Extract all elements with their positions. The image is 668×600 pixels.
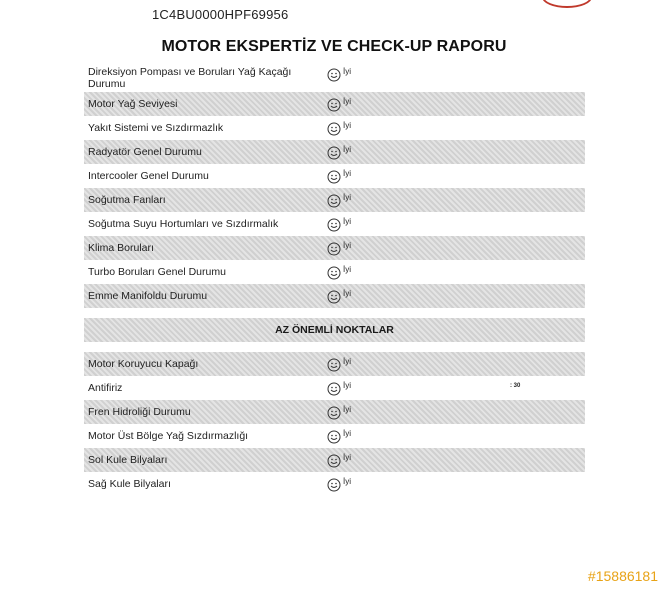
smiley-face-icon [327,454,341,468]
status-text: İyi [343,67,351,76]
report-title: MOTOR EKSPERTİZ VE CHECK-UP RAPORU [161,38,507,55]
row-note: : 30 [510,383,521,389]
status-text: İyi [343,357,351,366]
inspection-row [84,284,585,308]
inspection-row [84,62,585,92]
inspection-label: Motor Koruyucu Kapağı [88,358,199,370]
inspection-label: Klima Boruları [88,242,154,254]
status-cell [327,216,351,232]
status-cell [327,240,351,256]
smiley-face-icon [327,290,341,304]
status-text: İyi [343,97,351,106]
status-text: İyi [343,429,351,438]
inspection-row [84,260,585,284]
inspection-row [84,188,585,212]
smiley-face-icon [327,382,341,396]
inspection-list [84,62,585,496]
status-text: İyi [343,241,351,250]
inspection-row [84,472,585,496]
status-cell [327,66,351,82]
status-cell [327,428,351,444]
status-cell [327,168,351,184]
inspection-row [84,92,585,116]
inspection-row [84,352,585,376]
status-text: İyi [343,477,351,486]
status-text: İyi [343,265,351,274]
inspection-row [84,236,585,260]
smiley-face-icon [327,406,341,420]
smiley-face-icon [327,266,341,280]
smiley-face-icon [327,98,341,112]
inspection-row [84,400,585,424]
status-cell [327,356,351,372]
inspection-label: Soğutma Fanları [88,194,166,206]
inspection-row [84,376,585,400]
inspection-row [84,448,585,472]
status-cell [327,96,351,112]
status-cell [327,404,351,420]
inspection-label: Yakıt Sistemi ve Sızdırmazlık [88,122,224,134]
status-text: İyi [343,381,351,390]
stamp-logo [542,0,592,8]
smiley-face-icon [327,242,341,256]
inspection-label: Turbo Boruları Genel Durumu [88,266,226,278]
inspection-row [84,424,585,448]
smiley-face-icon [327,68,341,82]
status-text: İyi [343,217,351,226]
inspection-label: Motor Yağ Seviyesi [88,98,178,110]
status-text: İyi [343,193,351,202]
status-text: İyi [343,145,351,154]
section-header: AZ ÖNEMLİ NOKTALAR [84,318,585,342]
status-cell [327,380,351,396]
status-cell [327,264,351,280]
status-cell [327,452,351,468]
status-cell [327,288,351,304]
listing-id: #15886181 [587,568,658,584]
inspection-label: Emme Manifoldu Durumu [88,290,208,302]
status-cell [327,144,351,160]
inspection-label: Antifiriz [88,382,123,394]
smiley-face-icon [327,218,341,232]
smiley-face-icon [327,122,341,136]
smiley-face-icon [327,430,341,444]
inspection-row [84,140,585,164]
status-text: İyi [343,453,351,462]
status-text: İyi [343,405,351,414]
inspection-label: Motor Üst Bölge Yağ Sızdırmazlığı [88,430,249,442]
inspection-label: Fren Hidroliği Durumu [88,406,191,418]
status-cell [327,120,351,136]
status-text: İyi [343,121,351,130]
smiley-face-icon [327,358,341,372]
status-cell [327,192,351,208]
smiley-face-icon [327,146,341,160]
inspection-label: Intercooler Genel Durumu [88,170,209,182]
vin-number: 1C4BU0000HPF69956 [152,7,289,22]
inspection-label: Sağ Kule Bilyaları [88,478,171,490]
smiley-face-icon [327,170,341,184]
status-text: İyi [343,289,351,298]
smiley-face-icon [327,194,341,208]
inspection-label: Soğutma Suyu Hortumları ve Sızdırmalık [88,218,279,230]
inspection-row [84,212,585,236]
inspection-label: Direksiyon Pompası ve Boruları Yağ Kaçağı Durumu [88,66,292,90]
inspection-label: Sol Kule Bilyaları [88,454,168,466]
inspection-label: Radyatör Genel Durumu [88,146,202,158]
status-text: İyi [343,169,351,178]
status-cell [327,476,351,492]
inspection-row [84,116,585,140]
inspection-row [84,164,585,188]
smiley-face-icon [327,478,341,492]
